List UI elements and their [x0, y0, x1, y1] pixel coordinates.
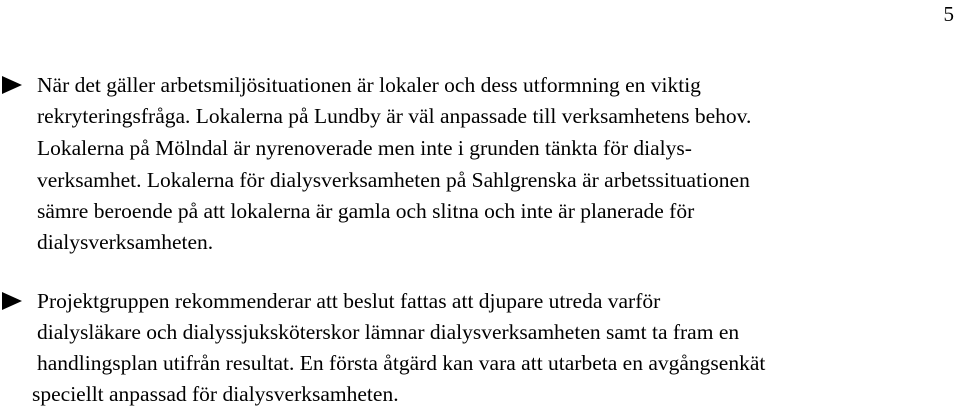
paragraph-line: verksamhet. Lokalerna för dialysverksamheten på Sahlgrenska är arbetssituationen: [37, 168, 750, 192]
paragraph-line: rekryteringsfråga. Lokalerna på Lundby är väl anpassade till verksamhetens behov.: [37, 104, 752, 128]
paragraph-line: sämre beroende på att lokalerna är gamla och slitna och inte är planerade för: [37, 199, 695, 223]
bullet-arrow-icon: [2, 292, 22, 310]
paragraph-line: När det gäller arbetsmiljösituationen är lokaler och dess utformning en viktig: [37, 73, 701, 97]
paragraph-line: dialysverksamheten.: [37, 230, 214, 254]
paragraph-line: handlingsplan utifrån resultat. En första åtgärd kan vara att utarbeta en avgångsenkät: [37, 351, 766, 375]
paragraph-line: speciellt anpassad för dialysverksamheten.: [32, 382, 399, 406]
paragraph-line: dialysläkare och dialyssjuksköterskor lämnar dialysverksamheten samt ta fram en: [37, 320, 740, 344]
bullet-arrow-icon: [2, 76, 22, 94]
page-number: 5: [943, 2, 954, 26]
paragraph-line: Projektgruppen rekommenderar att beslut fattas att djupare utreda varför: [37, 289, 661, 313]
paragraph-line: Lokalerna på Mölndal är nyrenoverade men inte i grunden tänkta för dialys-: [37, 136, 692, 160]
